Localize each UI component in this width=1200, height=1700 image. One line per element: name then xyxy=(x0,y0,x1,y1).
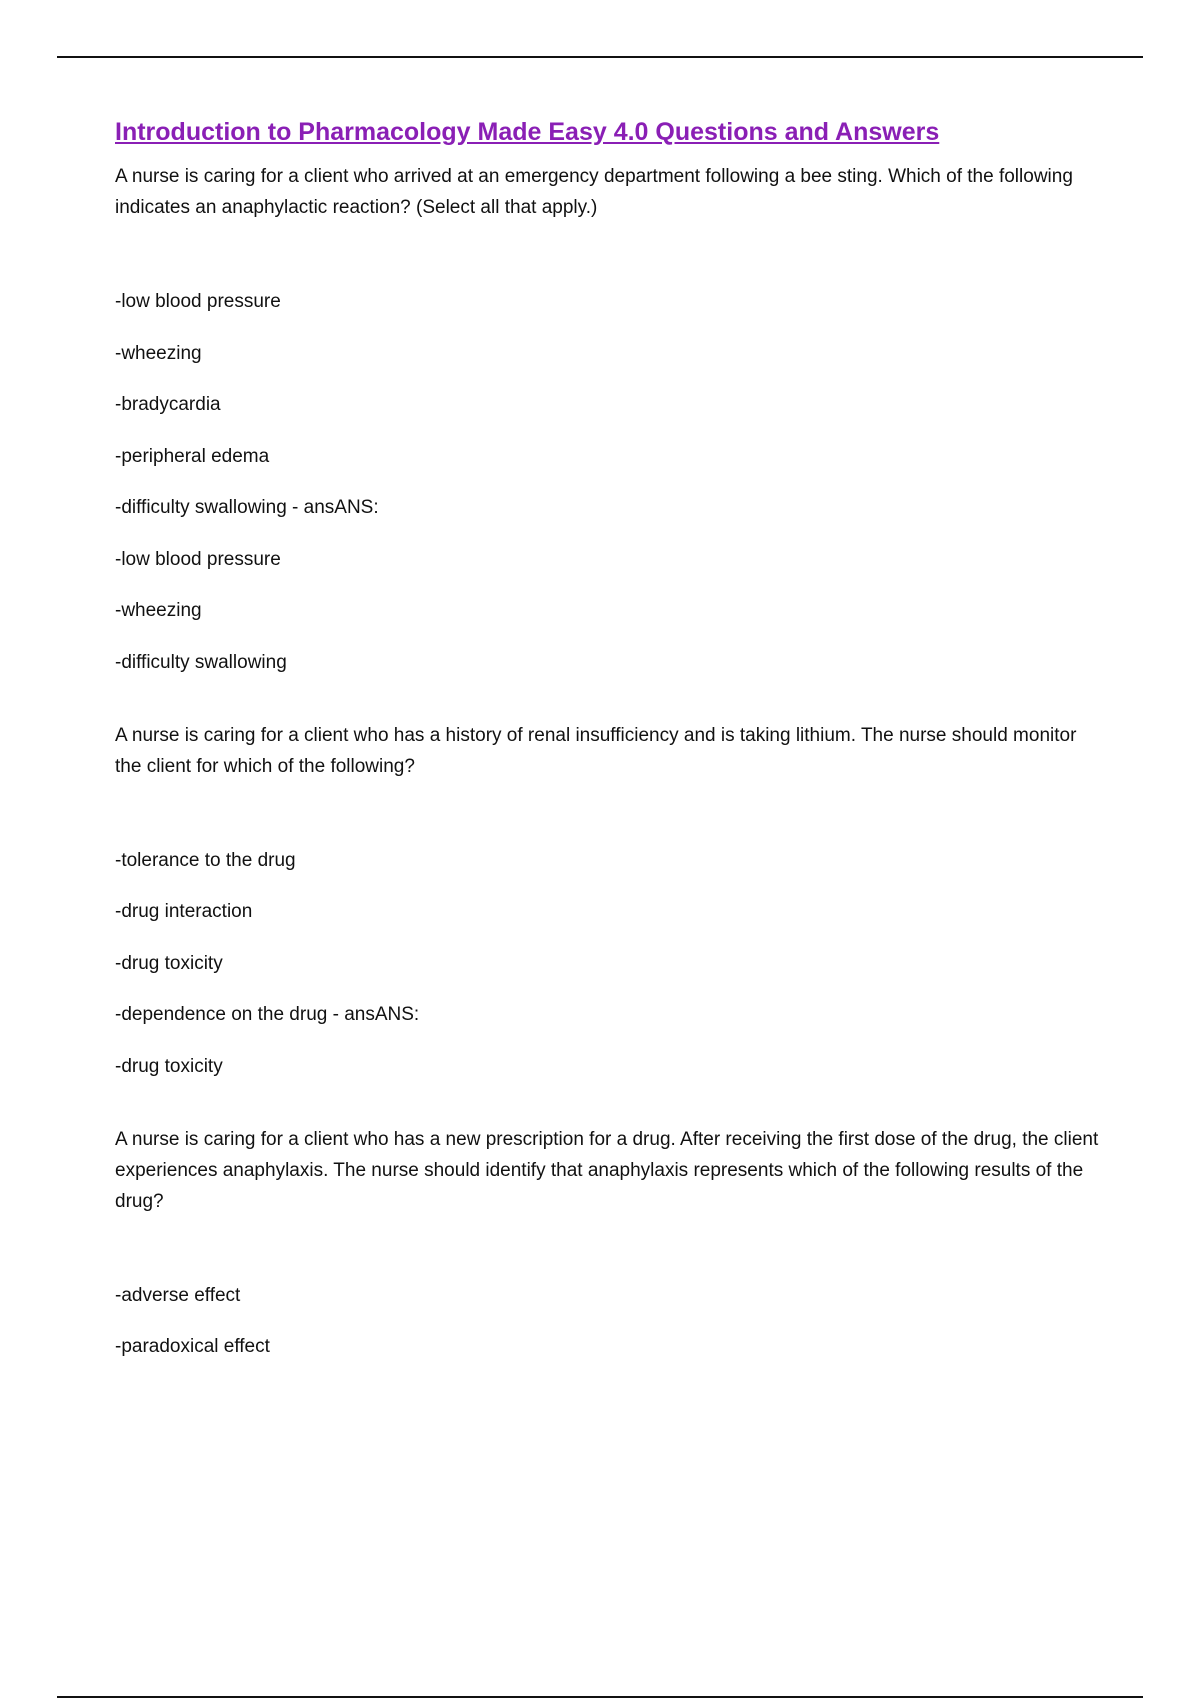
answer-line: -dependence on the drug - ansANS: xyxy=(115,1004,420,1025)
document-title-link[interactable]: Introduction to Pharmacology Made Easy 4.0 Questions and Answers xyxy=(115,118,940,146)
question-text: A nurse is caring for a client who has a new prescription for a drug. After receiving the first dose of the drug, the client experiences anaphylaxis. The nurse should identify that anaphylaxis represents which of the following results of the drug? xyxy=(115,1128,1099,1212)
question-text: A nurse is caring for a client who has a history of renal insufficiency and is taking lithium. The nurse should monitor the client for which of the following? xyxy=(115,724,1077,777)
answer-list xyxy=(115,848,1100,1080)
answer-line: -wheezing xyxy=(115,600,202,621)
answer-line: -drug toxicity xyxy=(115,952,223,974)
answer-line: -low blood pressure xyxy=(115,291,281,312)
answer-line: -drug toxicity xyxy=(115,1055,223,1077)
question-block xyxy=(115,161,1100,676)
answer-line: -bradycardia xyxy=(115,394,221,415)
answer-list xyxy=(115,1283,1100,1361)
answer-line: -tolerance to the drug xyxy=(115,849,296,871)
header-rule xyxy=(57,56,1143,58)
document-body xyxy=(115,112,1100,1404)
question-text: A nurse is caring for a client who arrived at an emergency department following a bee sting. Which of the following indicates an anaphylactic reaction? (Select all that apply.) xyxy=(115,166,1073,218)
answer-line: -peripheral edema xyxy=(115,445,270,467)
answer-line: -difficulty swallowing xyxy=(115,651,287,673)
answer-list xyxy=(115,289,1100,676)
answer-line: -paradoxical effect xyxy=(115,1336,270,1357)
answer-line: -adverse effect xyxy=(115,1284,241,1306)
footer-rule xyxy=(57,1696,1143,1698)
answer-line: -wheezing xyxy=(115,342,202,364)
answer-line: -low blood pressure xyxy=(115,548,281,570)
answer-line: -drug interaction xyxy=(115,901,253,922)
answer-line: -difficulty swallowing - ansANS: xyxy=(115,497,379,518)
question-block xyxy=(115,720,1100,1080)
question-block xyxy=(115,1124,1100,1361)
